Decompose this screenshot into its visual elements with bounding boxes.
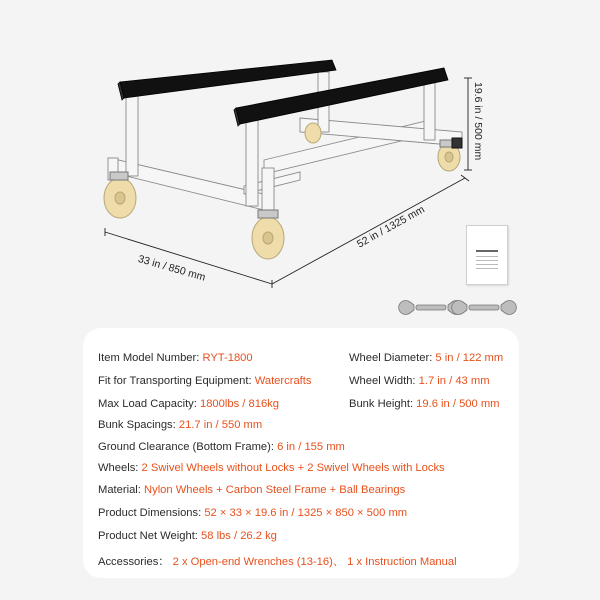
spec-value: 19.6 in / 500 mm — [416, 398, 500, 410]
spec-label: Bunk Spacings: — [98, 419, 176, 431]
spec-wheel-diameter — [349, 352, 503, 364]
spec-bunk-height — [349, 398, 500, 410]
spec-value: 52 × 33 × 19.6 in / 1325 × 850 × 500 mm — [204, 507, 408, 519]
spec-label: Wheels: — [98, 462, 139, 474]
spec-value: 1800lbs / 816kg — [199, 398, 279, 410]
spec-load — [98, 398, 279, 410]
spec-label: Product Net Weight: — [98, 530, 198, 542]
spec-label: Item Model Number: — [98, 352, 200, 364]
spec-label: Accessories： — [98, 556, 170, 568]
spec-clearance — [98, 441, 345, 453]
spec-label: Fit for Transporting Equipment: — [98, 375, 252, 387]
spec-value: Nylon Wheels + Carbon Steel Frame + Ball Bearings — [144, 484, 406, 496]
spec-label: Max Load Capacity: — [98, 398, 197, 410]
spec-value: 5 in / 122 mm — [435, 352, 504, 364]
spec-value: 2 Swivel Wheels without Locks + 2 Swivel Wheels with Locks — [141, 462, 445, 474]
spec-material — [98, 484, 405, 496]
spec-dimensions — [98, 507, 407, 519]
spec-value: RYT-1800 — [202, 352, 253, 364]
spec-label: Wheel Diameter: — [349, 352, 433, 364]
spec-model — [98, 352, 253, 364]
wheels — [104, 123, 462, 259]
spec-bunk-spacing — [98, 419, 262, 431]
length-dimension-label: 52 in / 1325 mm — [355, 203, 427, 251]
spec-wheel-width — [349, 375, 490, 387]
spec-accessories — [98, 553, 457, 569]
spec-value: 2 x Open-end Wrenches (13-16)、 1 x Instruction Manual — [172, 556, 457, 568]
spec-label: Bunk Height: — [349, 398, 414, 410]
spec-weight — [98, 530, 277, 542]
bunks — [118, 60, 448, 126]
spec-value: Watercrafts — [254, 375, 312, 387]
spec-value: 58 lbs / 26.2 kg — [201, 530, 277, 542]
spec-wheels — [98, 462, 445, 474]
height-dimension-label: 19.6 in / 500 mm — [472, 82, 484, 161]
spec-value: 6 in / 155 mm — [277, 441, 345, 453]
spec-label: Material: — [98, 484, 141, 496]
spec-value: 1.7 in / 43 mm — [418, 375, 490, 387]
spec-label: Ground Clearance (Bottom Frame): — [98, 441, 274, 453]
spec-label: Wheel Width: — [349, 375, 416, 387]
instruction-manual-icon — [466, 225, 508, 285]
frame — [108, 72, 462, 218]
spec-transport — [98, 375, 311, 387]
spec-label: Product Dimensions: — [98, 507, 202, 519]
spec-value: 21.7 in / 550 mm — [178, 419, 263, 431]
width-dimension-label: 33 in / 850 mm — [136, 253, 207, 284]
open-end-wrench — [452, 301, 517, 315]
